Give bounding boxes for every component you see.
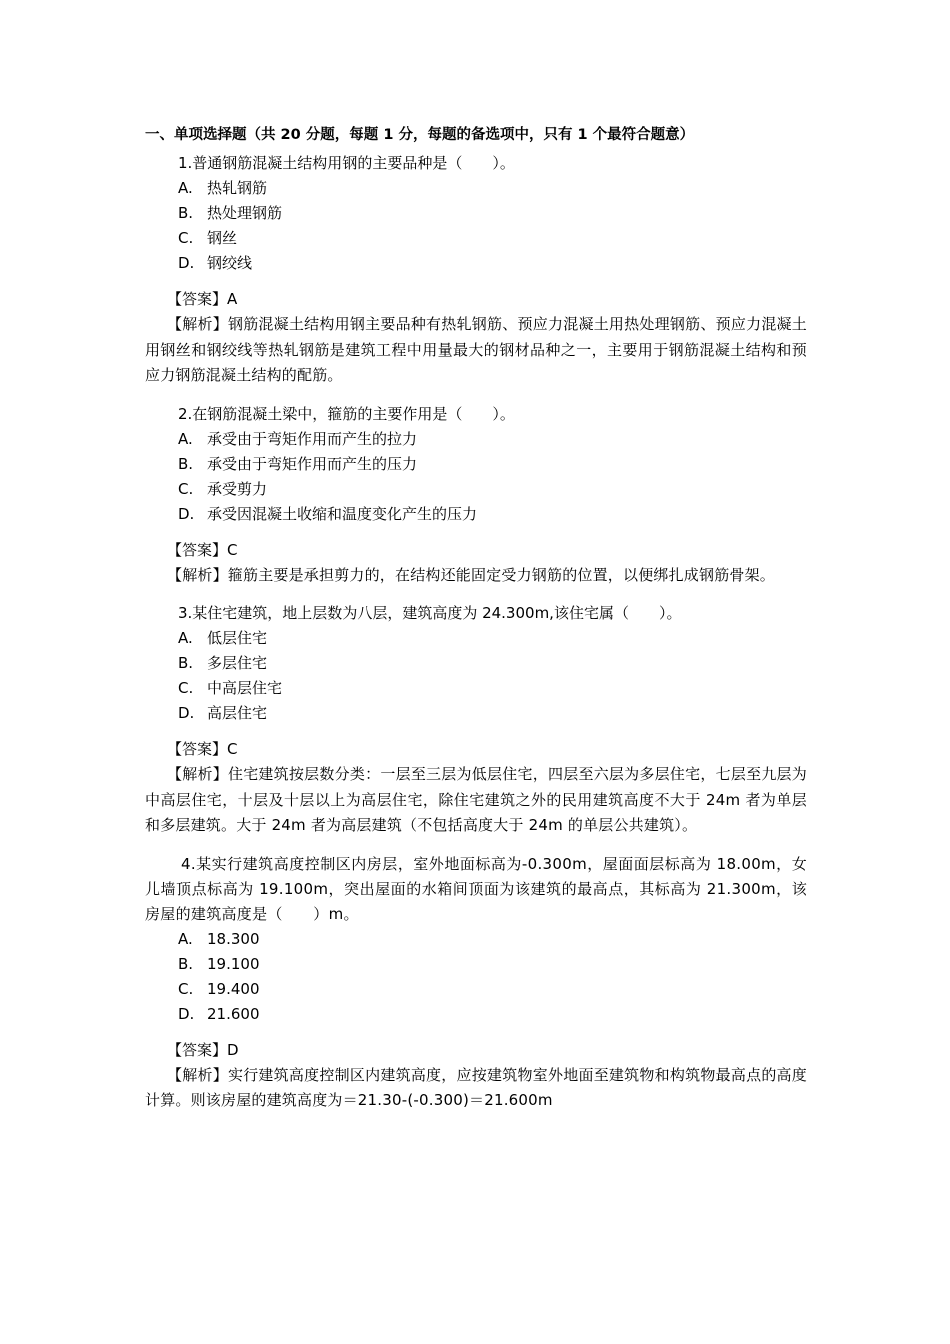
option-letter: A. <box>178 179 193 197</box>
option-list <box>145 626 807 726</box>
answer-block <box>145 287 807 389</box>
option-letter: C. <box>178 679 194 697</box>
question-stem: 2.在钢筋混凝土梁中，箍筋的主要作用是（ ）。 <box>178 404 515 423</box>
option-letter: B. <box>178 204 194 222</box>
option-text: 承受剪力 <box>207 479 268 498</box>
option-letter: D. <box>178 704 195 722</box>
option-b <box>145 201 807 226</box>
analysis: 【解析】住宅建筑按层数分类：一层至三层为低层住宅，四层至六层为多层住宅，七层至九层为中高层住宅，十层及十层以上为高层住宅，除住宅建筑之外的民用建筑高度不大于 24m 者为单层和多层建筑。大于 24m 者为高层建筑（不包括高度大于 24m 的单层公共建筑）。 <box>145 765 807 834</box>
option-text: 钢绞线 <box>207 254 253 272</box>
option-c <box>145 977 807 1002</box>
answer: 【答案】A <box>167 290 238 308</box>
answer: 【答案】C <box>167 540 238 559</box>
option-letter: B. <box>178 454 194 473</box>
option-d <box>145 701 807 726</box>
answer: 【答案】C <box>167 740 238 758</box>
option-text: 中高层住宅 <box>207 679 283 697</box>
question-1 <box>145 151 807 389</box>
option-a <box>145 626 807 651</box>
option-b <box>145 952 807 977</box>
answer: 【答案】D <box>167 1040 239 1059</box>
option-text: 热轧钢筋 <box>207 179 268 197</box>
answer-block <box>145 737 807 839</box>
option-letter: C. <box>178 229 194 247</box>
option-text: 热处理钢筋 <box>207 204 283 222</box>
question-4 <box>145 852 807 1114</box>
option-list <box>145 427 807 527</box>
option-letter: A. <box>178 629 193 647</box>
option-letter: D. <box>178 1004 195 1023</box>
option-letter: B. <box>178 654 194 672</box>
option-a <box>145 927 807 952</box>
option-letter: A. <box>178 929 193 948</box>
option-a <box>145 427 807 452</box>
option-text: 承受因混凝土收缩和温度变化产生的压力 <box>207 504 478 523</box>
document-page <box>145 123 807 1120</box>
option-list <box>145 927 807 1027</box>
option-text: 19.400 <box>207 979 260 998</box>
option-b <box>145 452 807 477</box>
option-a <box>145 176 807 201</box>
option-text: 高层住宅 <box>207 704 268 722</box>
option-letter: D. <box>178 254 195 272</box>
option-text: 承受由于弯矩作用而产生的拉力 <box>207 429 418 448</box>
option-d <box>145 251 807 276</box>
option-text: 多层住宅 <box>207 654 268 672</box>
option-list <box>145 176 807 276</box>
answer-block <box>145 1038 807 1114</box>
option-text: 承受由于弯矩作用而产生的压力 <box>207 454 418 473</box>
question-stem: 1.普通钢筋混凝土结构用钢的主要品种是（ ）。 <box>178 154 515 172</box>
section-title: 一、单项选择题（共 20 分题，每题 1 分，每题的备选项中，只有 1 个最符合题意） <box>145 127 695 143</box>
option-letter: B. <box>178 954 194 973</box>
option-text: 19.100 <box>207 954 260 973</box>
option-text: 钢丝 <box>207 229 238 247</box>
analysis: 【解析】箍筋主要是承担剪力的，在结构还能固定受力钢筋的位置，以便绑扎成钢筋骨架。 <box>167 565 776 584</box>
question-2 <box>145 402 807 589</box>
analysis: 【解析】钢筋混凝土结构用钢主要品种有热轧钢筋、预应力混凝土用热处理钢筋、预应力混凝土用钢丝和钢绞线等热轧钢筋是建筑工程中用量最大的钢材品种之一，主要用于钢筋混凝土结构和预应力钢筋混凝土结构的配筋。 <box>145 315 807 384</box>
option-b <box>145 651 807 676</box>
option-d <box>145 502 807 527</box>
option-text: 18.300 <box>207 929 260 948</box>
option-letter: A. <box>178 429 193 448</box>
question-stem: 3.某住宅建筑，地上层数为八层，建筑高度为 24.300m,该住宅属（ ）。 <box>178 604 682 622</box>
option-text: 21.600 <box>207 1004 260 1023</box>
option-c <box>145 477 807 502</box>
option-letter: D. <box>178 504 195 523</box>
option-c <box>145 676 807 701</box>
option-letter: C. <box>178 979 194 998</box>
option-d <box>145 1002 807 1027</box>
analysis: 【解析】实行建筑高度控制区内建筑高度，应按建筑物室外地面至建筑物和构筑物最高点的高度计算。则该房屋的建筑高度为＝21.30-(-0.300)＝21.600m <box>145 1065 807 1109</box>
question-stem: 4.某实行建筑高度控制区内房层，室外地面标高为-0.300m，屋面面层标高为 18.00m，女儿墙顶点标高为 19.100m，突出屋面的水箱间顶面为该建筑的最高点，其标高为 21.300m，该房屋的建筑高度是（ ）m。 <box>145 854 807 923</box>
option-text: 低层住宅 <box>207 629 268 647</box>
option-letter: C. <box>178 479 194 498</box>
answer-block <box>145 538 807 589</box>
option-c <box>145 226 807 251</box>
question-3 <box>145 601 807 839</box>
